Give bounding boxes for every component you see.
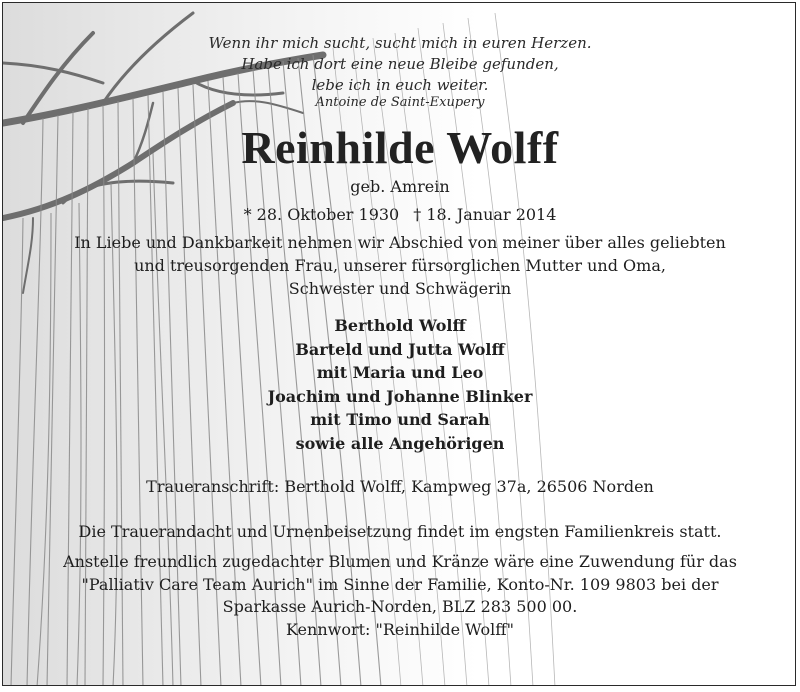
mourning-address: Traueranschrift: Berthold Wolff, Kampweg 37a, 26506 Norden	[146, 477, 654, 496]
obituary-content	[3, 3, 796, 641]
memorial-poem	[3, 33, 796, 112]
mourner-entry: Joachim und Johanne Blinker	[267, 386, 533, 406]
donation-request	[3, 551, 796, 641]
life-dates	[3, 204, 796, 226]
mourner-entry: sowie alle Angehörigen	[295, 433, 505, 453]
funeral-notice: Die Trauerandacht und Urnenbeisetzung findet im engsten Familienkreis statt.	[78, 522, 722, 541]
maiden-name: geb. Amrein	[350, 177, 450, 196]
farewell-text	[3, 231, 796, 300]
poem-author: Antoine de Saint-Exupery	[315, 95, 485, 110]
death-date: † 18. Januar 2014	[413, 205, 557, 224]
donation-line: Anstelle freundlich zugedachter Blumen und Kränze wäre eine Zuwendung für das	[63, 552, 737, 571]
deceased-name: Reinhilde Wolff	[241, 122, 559, 173]
mourner-entry: mit Timo und Sarah	[310, 410, 490, 429]
donation-line: "Palliativ Care Team Aurich" im Sinne der Familie, Konto-Nr. 109 9803 bei der	[81, 574, 719, 594]
mourner-entry: mit Maria und Leo	[316, 363, 484, 382]
donation-line: Kennwort: "Reinhilde Wolff"	[286, 619, 514, 639]
farewell-line: und treusorgenden Frau, unserer fürsorglichen Mutter und Oma,	[134, 256, 666, 275]
poem-line: lebe ich in euch weiter.	[311, 76, 489, 94]
poem-line: Habe ich dort eine neue Bleibe gefunden,	[241, 55, 559, 73]
mourner-entry: Barteld und Jutta Wolff	[295, 339, 505, 359]
poem-line: Wenn ihr mich sucht, sucht mich in euren Herzen.	[208, 34, 592, 52]
mourner-entry: Berthold Wolff	[334, 316, 466, 335]
birth-date: * 28. Oktober 1930	[243, 205, 400, 224]
donation-line: Sparkasse Aurich-Norden, BLZ 283 500 00.	[222, 597, 578, 616]
farewell-line: In Liebe und Dankbarkeit nehmen wir Abschied von meiner über alles geliebten	[74, 233, 726, 252]
farewell-line: Schwester und Schwägerin	[288, 279, 512, 298]
mourners-list	[3, 314, 796, 455]
obituary-card	[2, 2, 796, 686]
